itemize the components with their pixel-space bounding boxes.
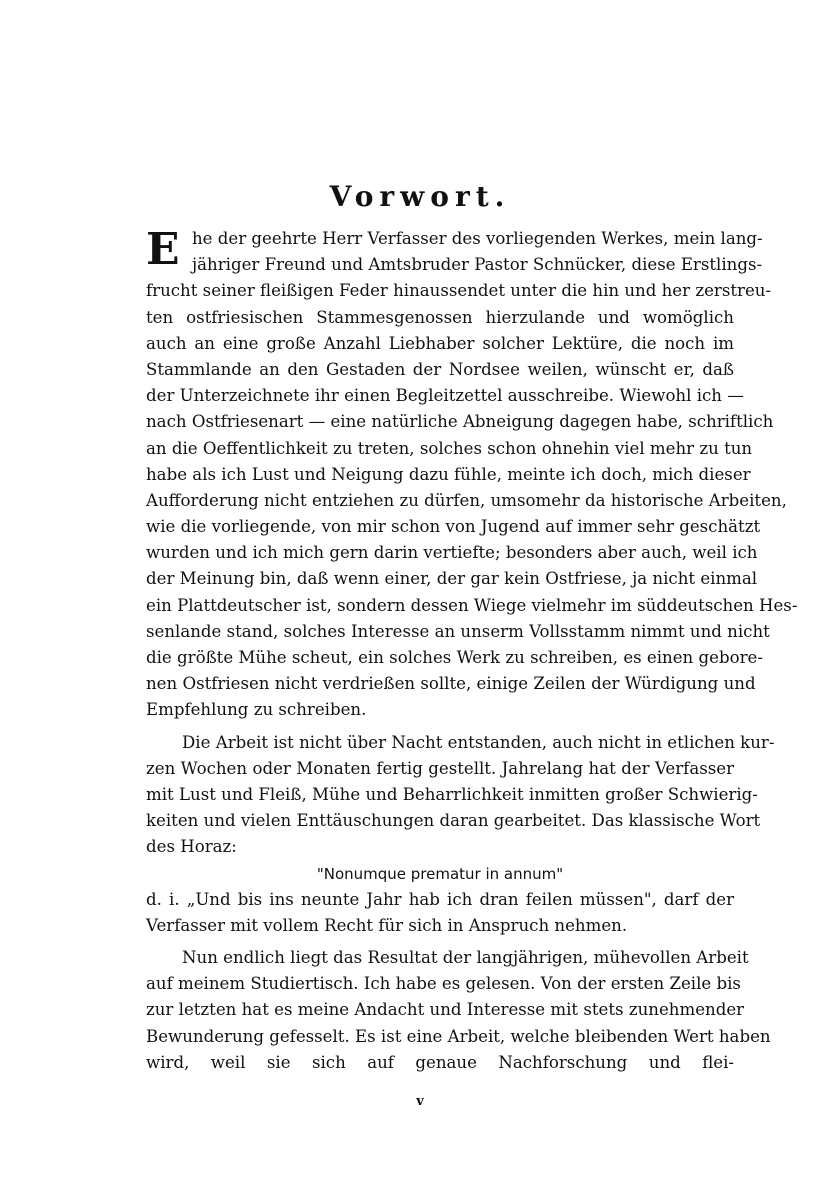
text-line: he der geehrte Herr Verfasser des vorliegenden Werkes, mein lang- — [192, 229, 763, 248]
page-title: Vorwort. — [329, 180, 511, 213]
text-line: wurden und ich mich gern darin vertiefte; besonders aber auch, weil ich — [146, 543, 758, 563]
text-line: senlande stand, solches Interesse an unserm Vollsstamm nimmt und nicht — [146, 621, 770, 641]
text-line: jähriger Freund und Amtsbruder Pastor Schnücker, diese Erstlings- — [192, 255, 763, 275]
text-line: Verfasser mit vollem Recht für sich in Anspruch nehmen. — [146, 915, 628, 935]
text-line: der Unterzeichnete ihr einen Begleitzettel ausschreibe. Wiewohl ich — — [146, 386, 744, 406]
text-line: des Horaz: — [146, 837, 237, 857]
text-line: Empfehlung zu schreiben. — [146, 700, 367, 720]
text-line: Nun endlich liegt das Resultat der langjährigen, mühevollen Arbeit — [182, 948, 749, 968]
text-line: der Meinung bin, daß wenn einer, der gar kein Ostfriese, ja nicht einmal — [146, 569, 758, 589]
text-line: die größte Mühe scheut, ein solches Werk zu schreiben, es einen gebore- — [146, 648, 763, 667]
quotation: "Nonumque prematur in annum" — [316, 864, 564, 883]
text-line: frucht seiner fleißigen Feder hinaussendet unter die hin und her zerstreu- — [146, 281, 772, 301]
text-line: ten ostfriesischen Stammesgenossen hierzulande und womöglich — [146, 307, 734, 327]
text-line: wie die vorliegende, von mir schon von Jugend auf immer sehr geschätzt — [146, 517, 761, 537]
text-line: nen Ostfriesen nicht verdrießen sollte, einige Zeilen der Würdigung und — [146, 674, 756, 694]
text-line: d. i. „Und bis ins neunte Jahr hab ich dran feilen müssen", darf der — [146, 889, 734, 909]
text-line: ein Plattdeutscher ist, sondern dessen Wiege vielmehr im süddeutschen Hes- — [146, 595, 798, 615]
text-line: auf meinem Studiertisch. Ich habe es gelesen. Von der ersten Zeile bis — [146, 974, 741, 994]
page-number: v — [416, 1094, 424, 1109]
text-line: habe als ich Lust und Neigung dazu fühle, meinte ich doch, mich dieser — [146, 464, 751, 484]
text-line: zur letzten hat es meine Andacht und Interesse mit stets zunehmender — [146, 1000, 745, 1020]
text-line: wird, weil sie sich auf genaue Nachforschung und flei- — [146, 1052, 734, 1072]
text-line: Aufforderung nicht entziehen zu dürfen, umsomehr da historische Arbeiten, — [146, 490, 787, 510]
text-line: Stammlande an den Gestaden der Nordsee weilen, wünscht er, daß — [146, 359, 734, 379]
text-line: Die Arbeit ist nicht über Nacht entstanden, auch nicht in etlichen kur- — [182, 732, 775, 752]
text-line: Bewunderung gefesselt. Es ist eine Arbeit, welche bleibenden Wert haben — [146, 1026, 771, 1046]
text-line: mit Lust und Fleiß, Mühe und Beharrlichkeit inmitten großer Schwierig- — [146, 784, 758, 804]
text-line: keiten und vielen Enttäuschungen daran gearbeitet. Das klassische Wort — [146, 811, 761, 831]
text-line: nach Ostfriesenart — eine natürliche Abneigung dagegen habe, schriftlich — [146, 412, 774, 432]
text-line: zen Wochen oder Monaten fertig gestellt. Jahrelang hat der Verfasser — [146, 758, 734, 778]
drop-cap: E — [146, 224, 180, 275]
text-line: auch an eine große Anzahl Liebhaber solcher Lektüre, die noch im — [146, 333, 734, 353]
text-line: an die Oeffentlichkeit zu treten, solches schon ohnehin viel mehr zu tun — [146, 438, 753, 458]
body-text — [146, 224, 798, 1076]
